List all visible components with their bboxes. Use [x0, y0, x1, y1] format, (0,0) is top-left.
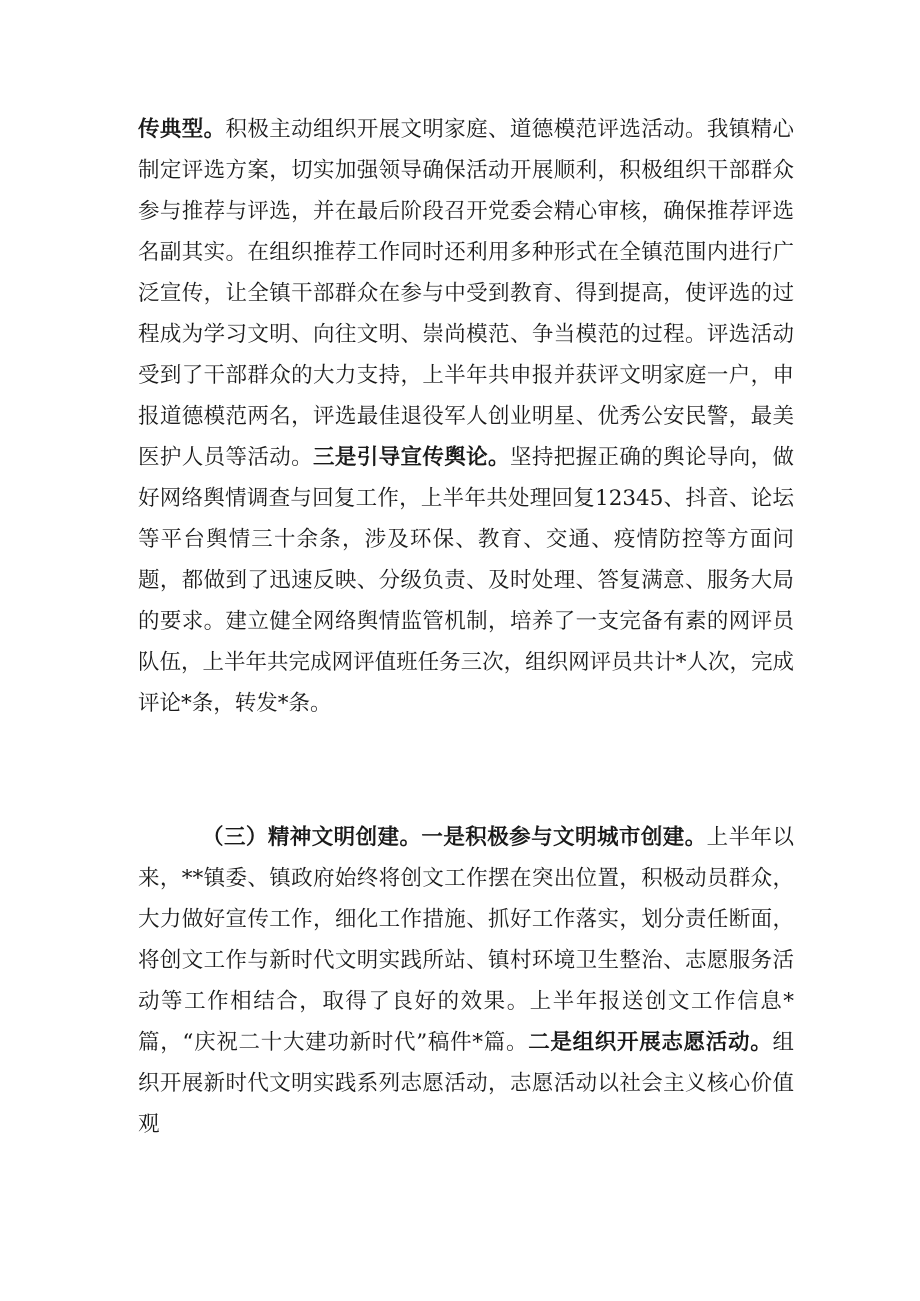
- bold-heading: 二是组织开展志愿活动。: [528, 1030, 773, 1055]
- paragraph-text: 积极主动组织开展文明家庭、道德模范评选活动。我镇精心制定评选方案，切实加强领导确保活动开展顺利，积极组织干部群众参与推荐与评选，并在最后阶段召开党委会精心审核，确保推荐评选名副其实。在组织推荐工作同时还利用多种形式在全镇范围内进行广泛宣传，让全镇干部群众在参与中受到教育、得到提高，使评选的过程成为学习文明、向往文明、崇尚模范、争当模范的过程。评选活动受到了干部群众的大力支持，上半年共申报并获评文明家庭一户，申报道德模范两名，评选最佳退役军人创业明星、优秀公安民警，最美医护人员等活动。: [138, 117, 794, 470]
- section-heading: （三）精神文明创建。一是积极参与文明城市创建。: [202, 825, 707, 850]
- paragraph-text: 上半年以来，**镇委、镇政府始终将创文工作摆在突出位置，积极动员群众，大力做好宣传工作，细化工作措施、抓好工作落实，划分责任断面，将创文工作与新时代文明实践所站、镇村环境卫生整治、志愿服务活动等工作相结合，取得了良好的效果。上半年报送创文工作信息*篇，“庆祝二十大建功新时代”稿件*篇。: [138, 825, 794, 1055]
- bold-heading: 传典型。: [138, 117, 226, 142]
- paragraph-text: 坚持把握正确的舆论导向，做好网络舆情调查与回复工作，上半年共处理回复12345、抖音、论坛等平台舆情三十余条，涉及环保、教育、交通、疫情防控等方面问题，都做到了迅速反映、分级负责、及时处理、答复满意、服务大局的要求。建立健全网络舆情监管机制，培养了一支完备有素的网评员队伍，上半年共完成网评值班任务三次，组织网评员共计*人次，完成评论*条，转发*条。: [138, 445, 794, 716]
- paragraph: [138, 109, 794, 724]
- paragraph: [138, 817, 794, 1145]
- bold-heading: 三是引导宣传舆论。: [313, 445, 510, 470]
- paragraph-text: 组织开展新时代文明实践系列志愿活动，志愿活动以社会主义核心价值观: [138, 1030, 794, 1137]
